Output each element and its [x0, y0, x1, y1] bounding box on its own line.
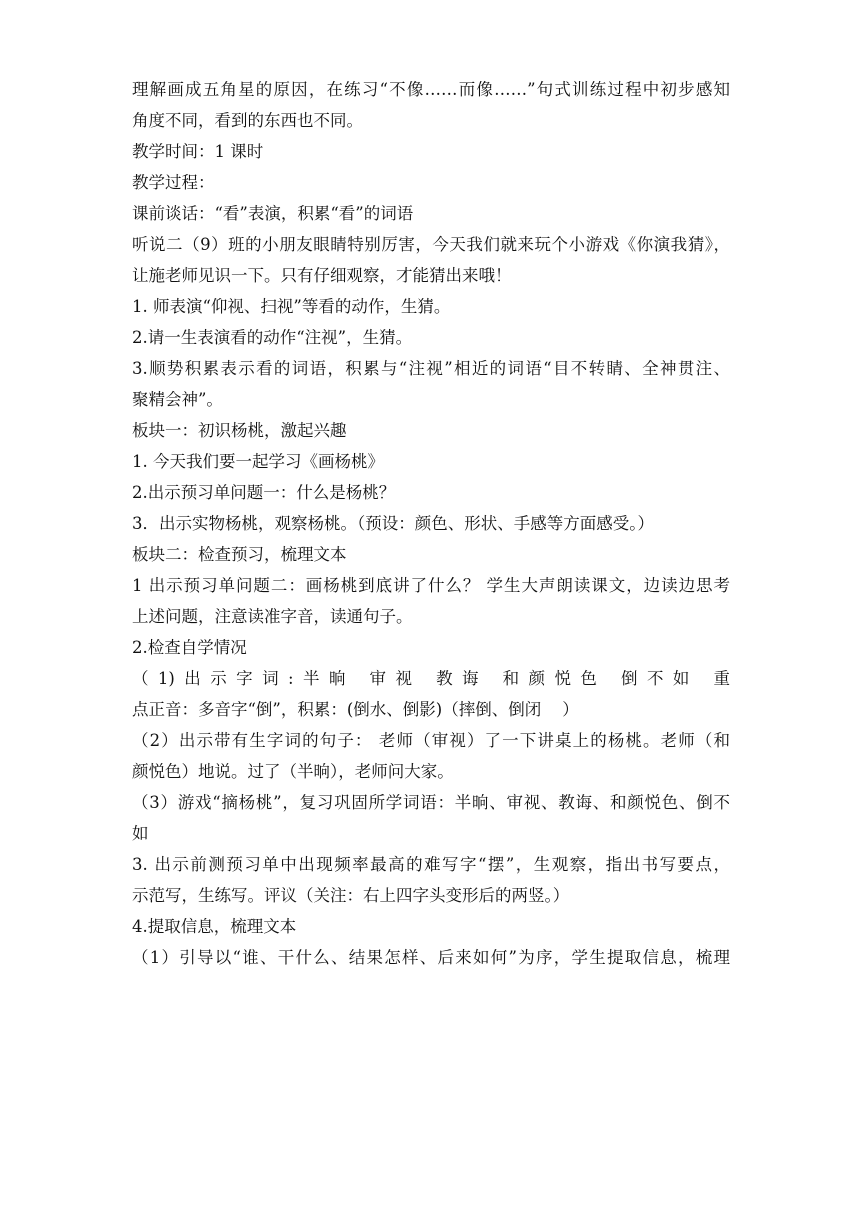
text-line: 聚精会神”。	[132, 390, 223, 409]
text-line: 3．出示实物杨桃，观察杨桃。（预设：颜色、形状、手感等方面感受。）	[132, 514, 654, 533]
text-line: 1. 今天我们要一起学习《画杨桃》	[132, 452, 384, 471]
text-line: 教学过程：	[132, 173, 215, 192]
section-heading: 板块一：初识杨桃，激起兴趣	[132, 421, 347, 440]
document-body	[132, 74, 730, 973]
text-line: （1)出示字词:半晌 审视 教诲 和颜悦色 倒不如 重	[132, 669, 730, 688]
text-line: 1. 师表演“仰视、扫视”等看的动作，生猜。	[132, 297, 451, 316]
text-line: 上述问题，注意读准字音，读通句子。	[132, 607, 413, 626]
text-line: 示范写，生练写。评议（关注：右上四字头变形后的两竖。）	[132, 886, 570, 905]
text-line: 理解画成五角星的原因，在练习“不像……而像……”句式训练过程中初步感知	[132, 80, 730, 99]
text-line: 3. 出示前测预习单中出现频率最高的难写字“摆”，生观察，指出书写要点，	[132, 855, 730, 874]
text-line: 1 出示预习单问题二：画杨桃到底讲了什么？ 学生大声朗读课文，边读边思考	[132, 576, 730, 595]
text-line: 课前谈话：“看”表演，积累“看”的词语	[132, 204, 414, 223]
text-line: 角度不同，看到的东西也不同。	[132, 111, 363, 130]
text-line: （1）引导以“谁、干什么、结果怎样、后来如何”为序，学生提取信息，梳理	[132, 948, 730, 967]
text-line: （3）游戏“摘杨桃”，复习巩固所学词语：半晌、审视、教诲、和颜悦色、倒不	[132, 793, 730, 812]
text-line: 4.提取信息，梳理文本	[132, 917, 297, 936]
text-line: 听说二（9）班的小朋友眼睛特别厉害，今天我们就来玩个小游戏《你演我猜》，	[132, 235, 730, 254]
text-line: 点正音：多音字“倒”，积累：(倒水、倒影)（摔倒、倒闭 ）	[132, 700, 579, 719]
text-line: 2.检查自学情况	[132, 638, 247, 657]
text-line: 2.请一生表演看的动作“注视”，生猜。	[132, 328, 413, 347]
text-line: 让施老师见识一下。只有仔细观察，才能猜出来哦！	[132, 266, 512, 285]
text-line: 2.出示预习单问题一：什么是杨桃？	[132, 483, 396, 502]
text-line: 颜悦色）地说。过了（半晌），老师问大家。	[132, 762, 454, 781]
text-line: （2）出示带有生字词的句子： 老师（审视）了一下讲桌上的杨桃。老师（和	[132, 731, 730, 750]
section-heading: 板块二：检查预习，梳理文本	[132, 545, 347, 564]
text-line: 3.顺势积累表示看的词语，积累与“注视”相近的词语“目不转睛、全神贯注、	[132, 359, 730, 378]
text-line: 教学时间：1 课时	[132, 142, 264, 161]
text-line: 如	[132, 824, 149, 843]
